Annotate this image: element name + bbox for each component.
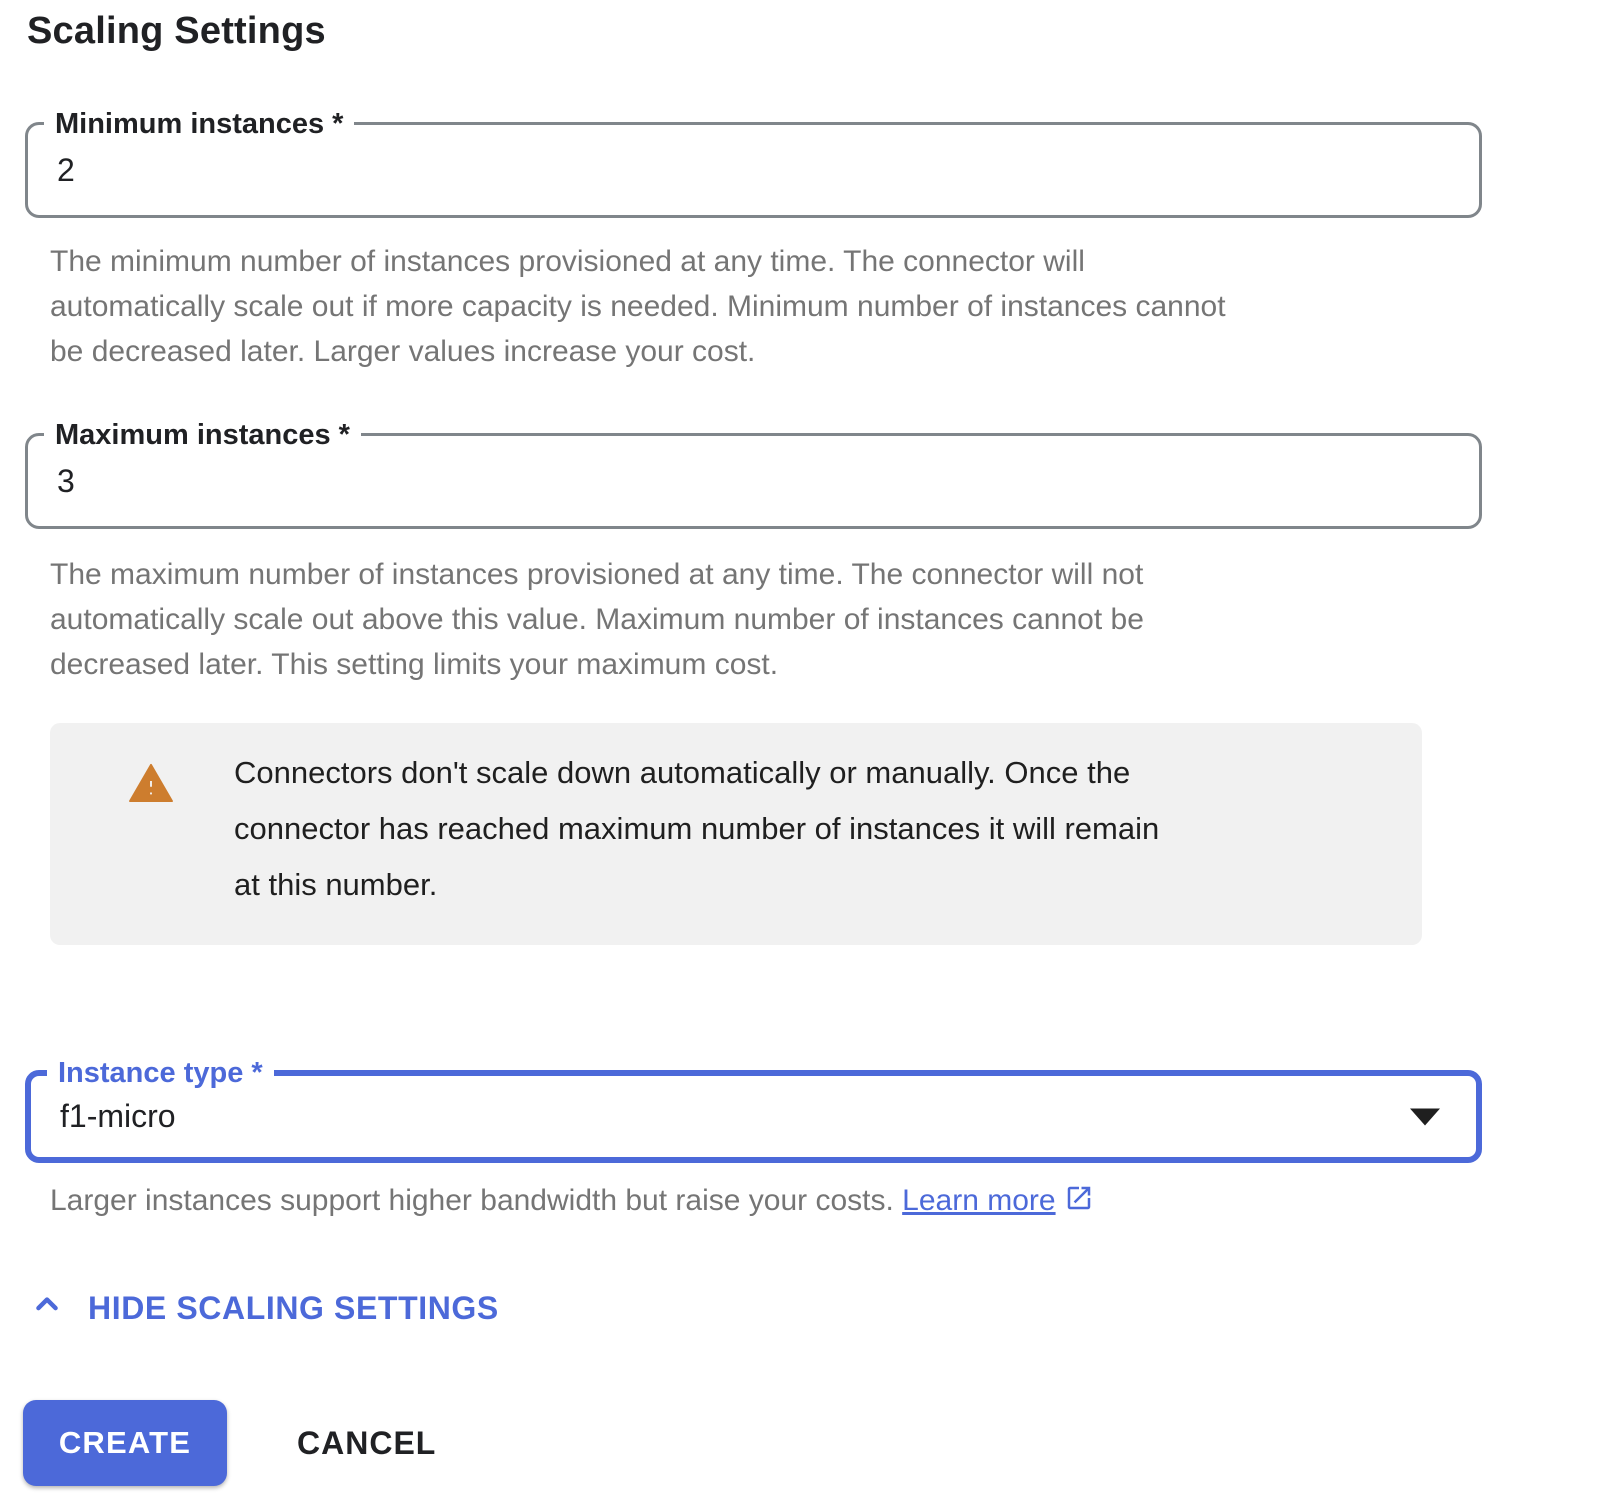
learn-more-label: Learn more (902, 1184, 1056, 1217)
help-line: decreased later. This setting limits your maximum cost. (50, 648, 779, 681)
hide-scaling-settings-label: HIDE SCALING SETTINGS (88, 1289, 499, 1326)
warning-banner (50, 723, 1422, 945)
minimum-instances-field[interactable] (25, 108, 1482, 218)
warning-triangle-icon (128, 761, 174, 803)
maximum-instances-label: Maximum instances * (44, 415, 361, 455)
learn-more-link[interactable] (902, 1184, 1055, 1217)
cancel-button[interactable]: CANCEL (297, 1424, 437, 1461)
chevron-down-icon (1410, 1108, 1440, 1125)
instance-type-value: f1-micro (60, 1098, 176, 1134)
instance-type-help (50, 1178, 1600, 1226)
maximum-instances-help (50, 552, 1600, 687)
minimum-instances-label: Minimum instances * (44, 104, 354, 144)
help-line: automatically scale out if more capacity is needed. Minimum number of instances cannot (50, 290, 1226, 323)
warning-line: connector has reached maximum number of instances it will remain (234, 811, 1160, 846)
help-line: be decreased later. Larger values increase your cost. (50, 335, 756, 368)
minimum-instances-input[interactable]: 2 (57, 151, 75, 188)
help-text: Larger instances support higher bandwidth but raise your costs. (50, 1184, 903, 1217)
warning-text (234, 745, 1159, 913)
instance-type-select[interactable] (25, 1057, 1482, 1163)
help-line: The minimum number of instances provisioned at any time. The connector will (50, 245, 1085, 278)
hide-scaling-settings-button[interactable] (28, 1286, 1600, 1330)
instance-type-label: Instance type * (47, 1053, 274, 1093)
minimum-instances-help (50, 239, 1600, 374)
maximum-instances-input[interactable]: 3 (57, 462, 75, 499)
help-line: The maximum number of instances provisioned at any time. The connector will not (50, 558, 1144, 591)
warning-line: at this number. (234, 867, 438, 902)
warning-line: Connectors don't scale down automatically or manually. Once the (234, 755, 1131, 790)
maximum-instances-field[interactable] (25, 419, 1482, 529)
action-buttons (23, 1400, 1600, 1486)
help-line: automatically scale out above this value. Maximum number of instances cannot be (50, 603, 1144, 636)
scaling-settings-panel (0, 8, 1600, 1508)
create-button[interactable]: CREATE (23, 1400, 227, 1486)
external-link-icon[interactable] (1064, 1187, 1094, 1220)
page-title: Scaling Settings (27, 10, 326, 52)
chevron-up-icon (28, 1285, 66, 1331)
